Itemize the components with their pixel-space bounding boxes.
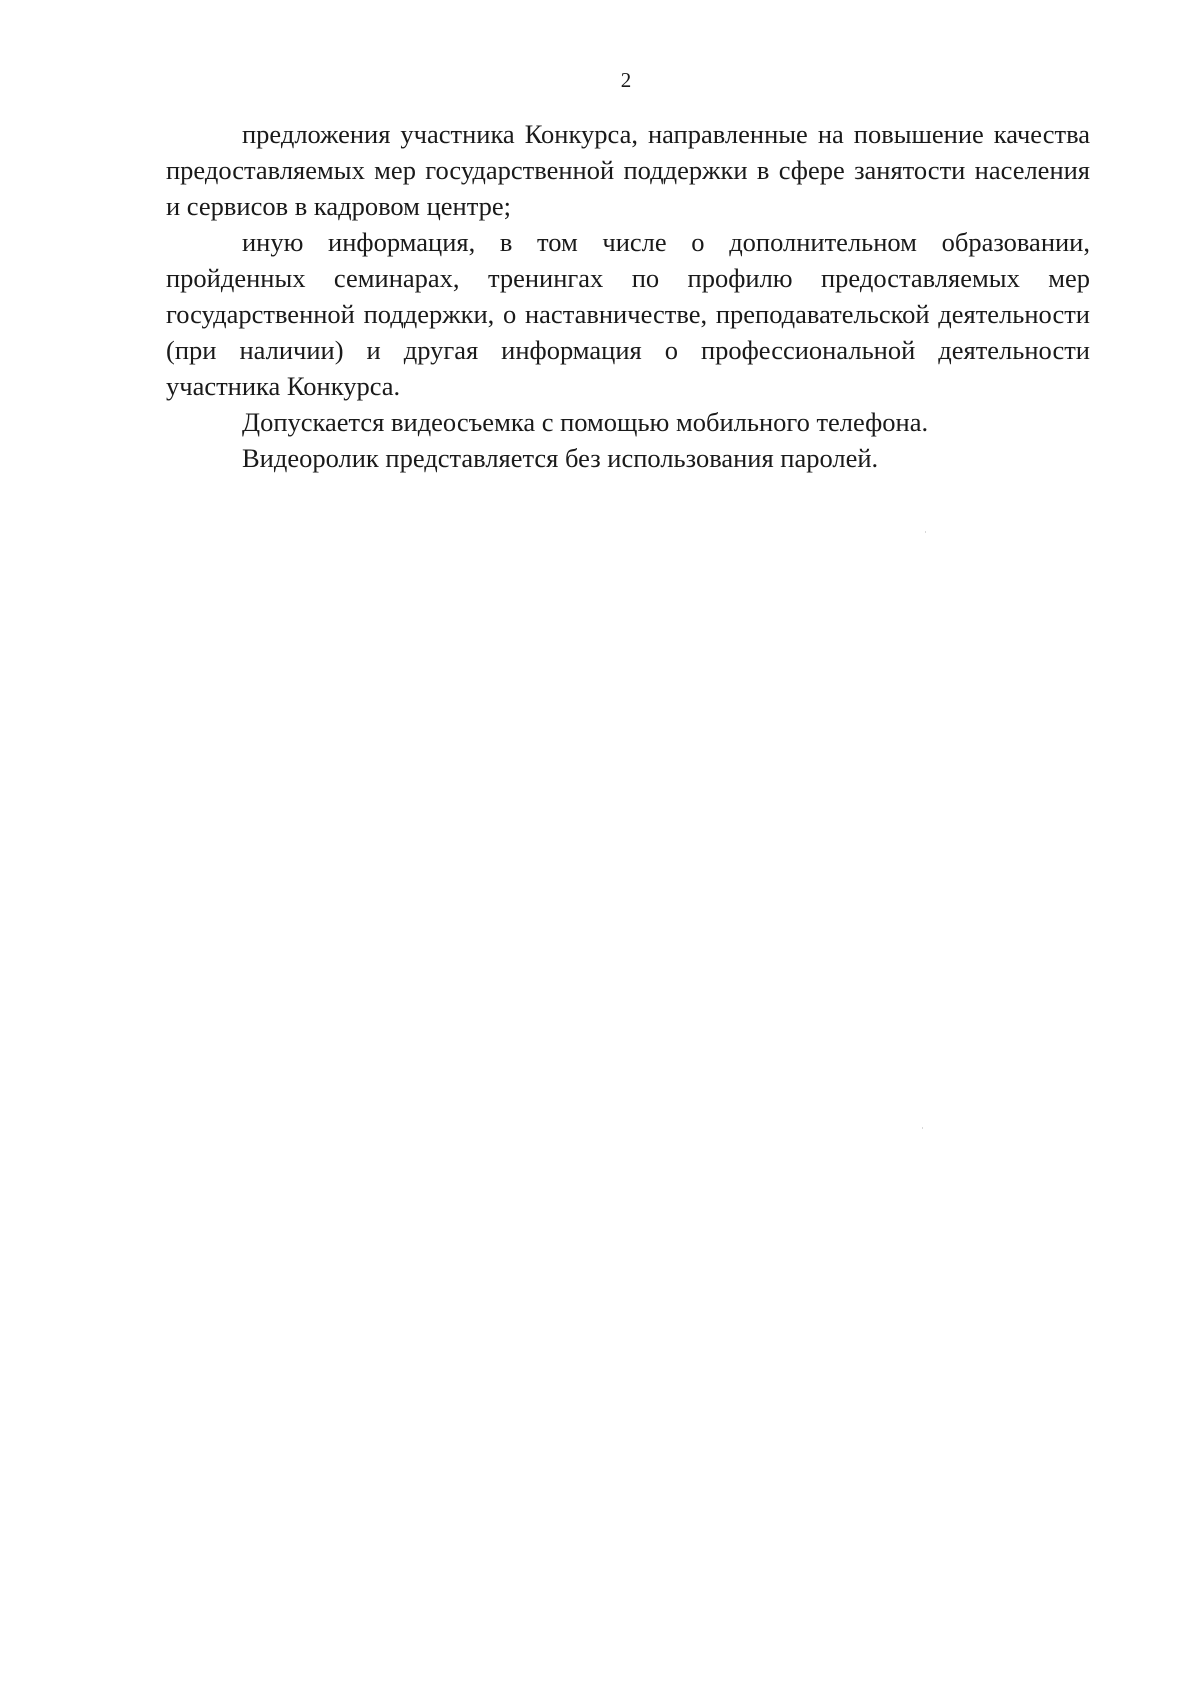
scan-speck	[925, 531, 926, 533]
paragraph-proposals: предложения участника Конкурса, направленные на повышение качества предоставляемых мер государственной поддержки в сфере занятости населения и сервисов в кадровом центре;	[166, 119, 1090, 221]
page-number: 2	[620, 68, 632, 92]
scan-speck	[922, 1127, 923, 1129]
paragraph-no-passwords: Видеоролик представляется без использования паролей.	[242, 443, 879, 473]
paragraph-mobile-recording: Допускается видеосъемка с помощью мобильного телефона.	[242, 407, 929, 437]
document-body	[166, 116, 1090, 476]
paragraph-other-information: иную информация, в том числе о дополнительном образовании, пройденных семинарах, тренингах по профилю предоставляемых мер государственной поддержки, о наставничестве, преподавательской деятельности (при наличии) и другая информация о профессиональной деятельности участника Конкурса.	[166, 227, 1090, 401]
